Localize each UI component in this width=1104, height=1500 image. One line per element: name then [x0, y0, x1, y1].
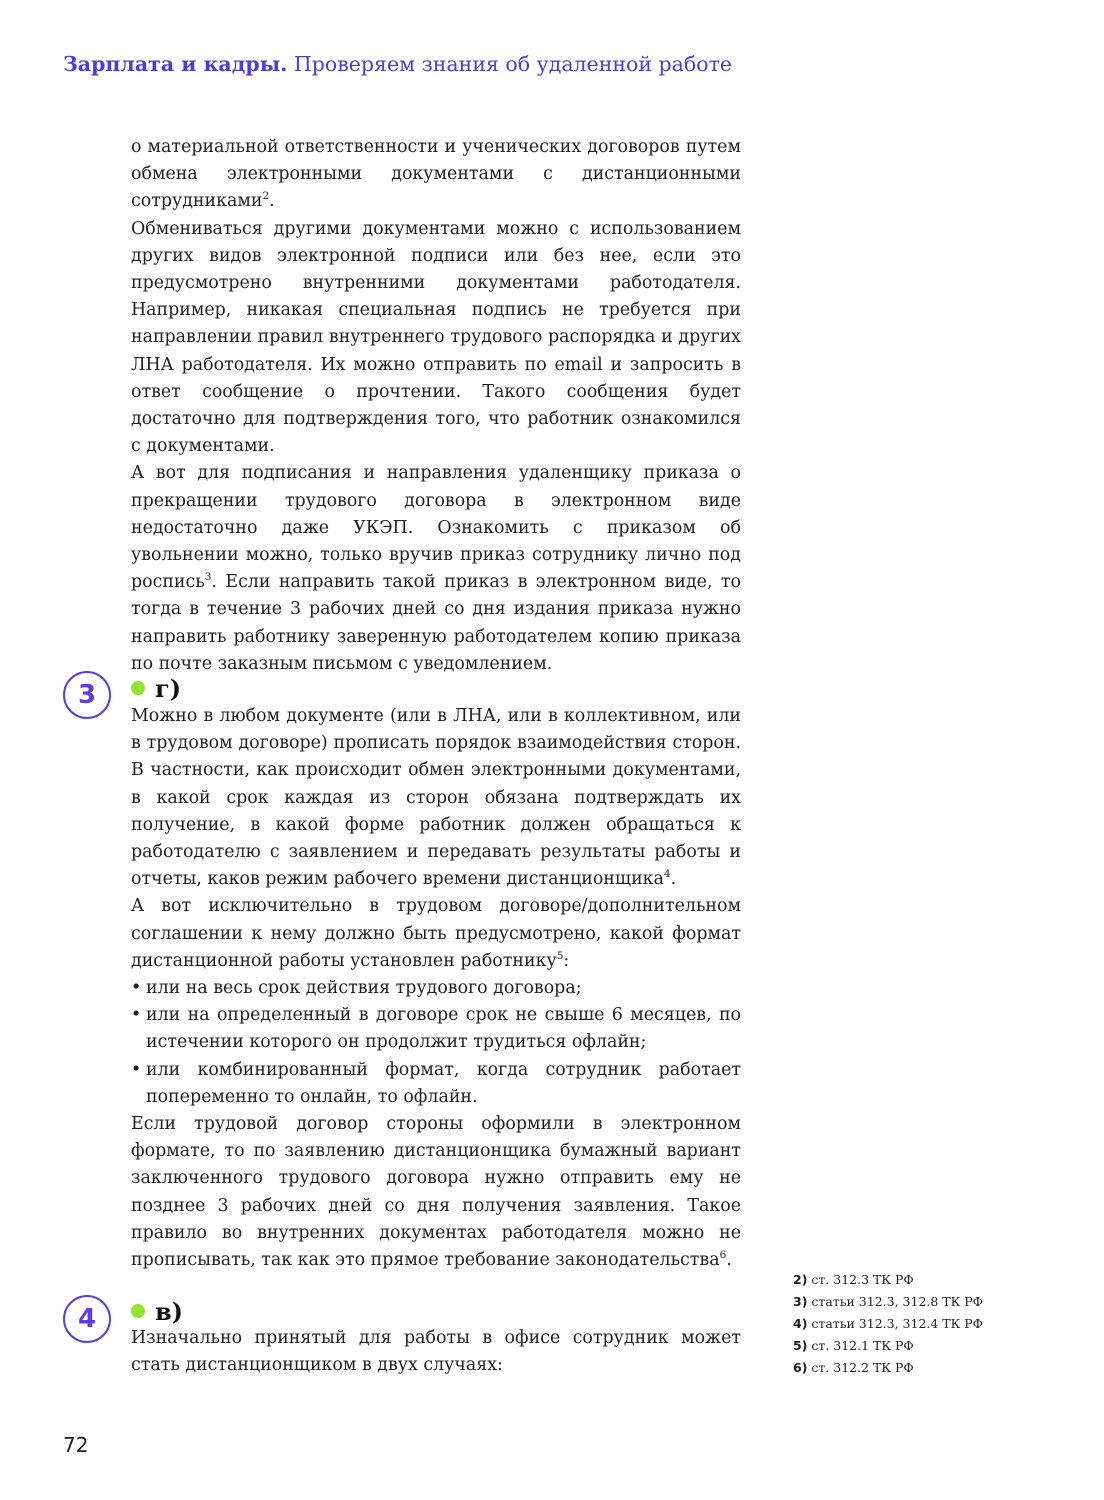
- running-header: [63, 52, 732, 76]
- header-title: Проверяем знания об удаленной работе: [293, 52, 733, 76]
- answer-explanation: [131, 1325, 741, 1379]
- paragraph: о материальной ответственности и ученических договоров путем обмена электронными документами с дистанционными сотрудниками$^2$.: [131, 137, 741, 212]
- footnote: 4) статьи 312.3, 312.4 ТК РФ: [793, 1316, 984, 1331]
- bullet-list: [131, 975, 741, 1111]
- paragraph: Если трудовой договор стороны оформили в электронном формате, то по заявлению дистанционщика бумажный вариант заключенного трудового договора нужно отправить ему не позднее 3 рабочих дней со дня получения заявления. Такое правило во внутренних документах работодателя можно не прописывать, так как это прямое требование законодательства$^6$.: [131, 1114, 741, 1271]
- footnote: 2) ст. 312.3 ТК РФ: [793, 1272, 914, 1287]
- list-item: • или на весь срок действия трудового договора;: [131, 975, 741, 1002]
- continued-answer-text: [131, 134, 741, 678]
- page-number: 72: [63, 1433, 89, 1457]
- paragraph: А вот для подписания и направления удаленщику приказа о прекращении трудового договора в электронном виде недостаточно даже УКЭП. Ознакомить с приказом об увольнении можно, только вручив приказ сотруднику лично под роспись$^3$. Если направить такой приказ в электронном виде, то тогда в течение 3 рабочих дней со дня издания приказа нужно направить работнику заверенную работодателем копию приказа по почте заказным письмом с уведомлением.: [131, 463, 741, 674]
- header-section: Зарплата и кадры.: [63, 52, 288, 76]
- paragraph: А вот исключительно в трудовом договоре/дополнительном соглашении к нему должно быть предусмотрено, какой формат дистанционной работы установлен работнику$^5$:: [131, 896, 741, 971]
- question-number-badge: 3: [63, 671, 111, 719]
- answer-heading: [131, 1296, 183, 1326]
- question-number-badge: 4: [63, 1295, 111, 1343]
- footnote: 5) ст. 312.1 ТК РФ: [793, 1338, 914, 1353]
- answer-explanation: [131, 703, 741, 1274]
- list-item: • или на определенный в договоре срок не свыше 6 месяцев, по истечении которого он продолжит трудиться офлайн;: [131, 1002, 741, 1056]
- paragraph: Можно в любом документе (или в ЛНА, или в коллективном, или в трудовом договоре) прописать порядок взаимодействия сторон. В частности, как происходит обмен электронными документами, в какой срок каждая из сторон обязана подтверждать их получение, в какой форме работник должен обращаться к работодателю с заявлением и передавать результаты работы и отчеты, каков режим рабочего времени дистанционщика$^4$.: [131, 706, 741, 890]
- footnote: 3) статьи 312.3, 312.8 ТК РФ: [793, 1294, 984, 1309]
- answer-heading: [131, 673, 181, 703]
- answer-letter: г): [155, 673, 182, 703]
- green-dot-icon: [131, 681, 145, 695]
- green-dot-icon: [131, 1304, 145, 1318]
- paragraph: Обмениваться другими документами можно с использованием других видов электронной подписи или без нее, если это предусмотрено внутренними документами работодателя. Например, никакая специальная подпись не требуется при направлении правил внутреннего трудового распорядка и других ЛНА работодателя. Их можно отправить по email и запросить в ответ сообщение о прочтении. Такого сообщения будет достаточно для подтверждения того, что работник ознакомился с документами.: [131, 218, 741, 457]
- footnotes: [793, 1269, 983, 1379]
- paragraph: Изначально принятый для работы в офисе сотрудник может стать дистанционщиком в двух случаях:: [131, 1328, 741, 1376]
- footnote: 6) ст. 312.2 ТК РФ: [793, 1360, 914, 1375]
- answer-letter: в): [155, 1296, 184, 1326]
- list-item: • или комбинированный формат, когда сотрудник работает попеременно то онлайн, то офлайн.: [131, 1057, 741, 1111]
